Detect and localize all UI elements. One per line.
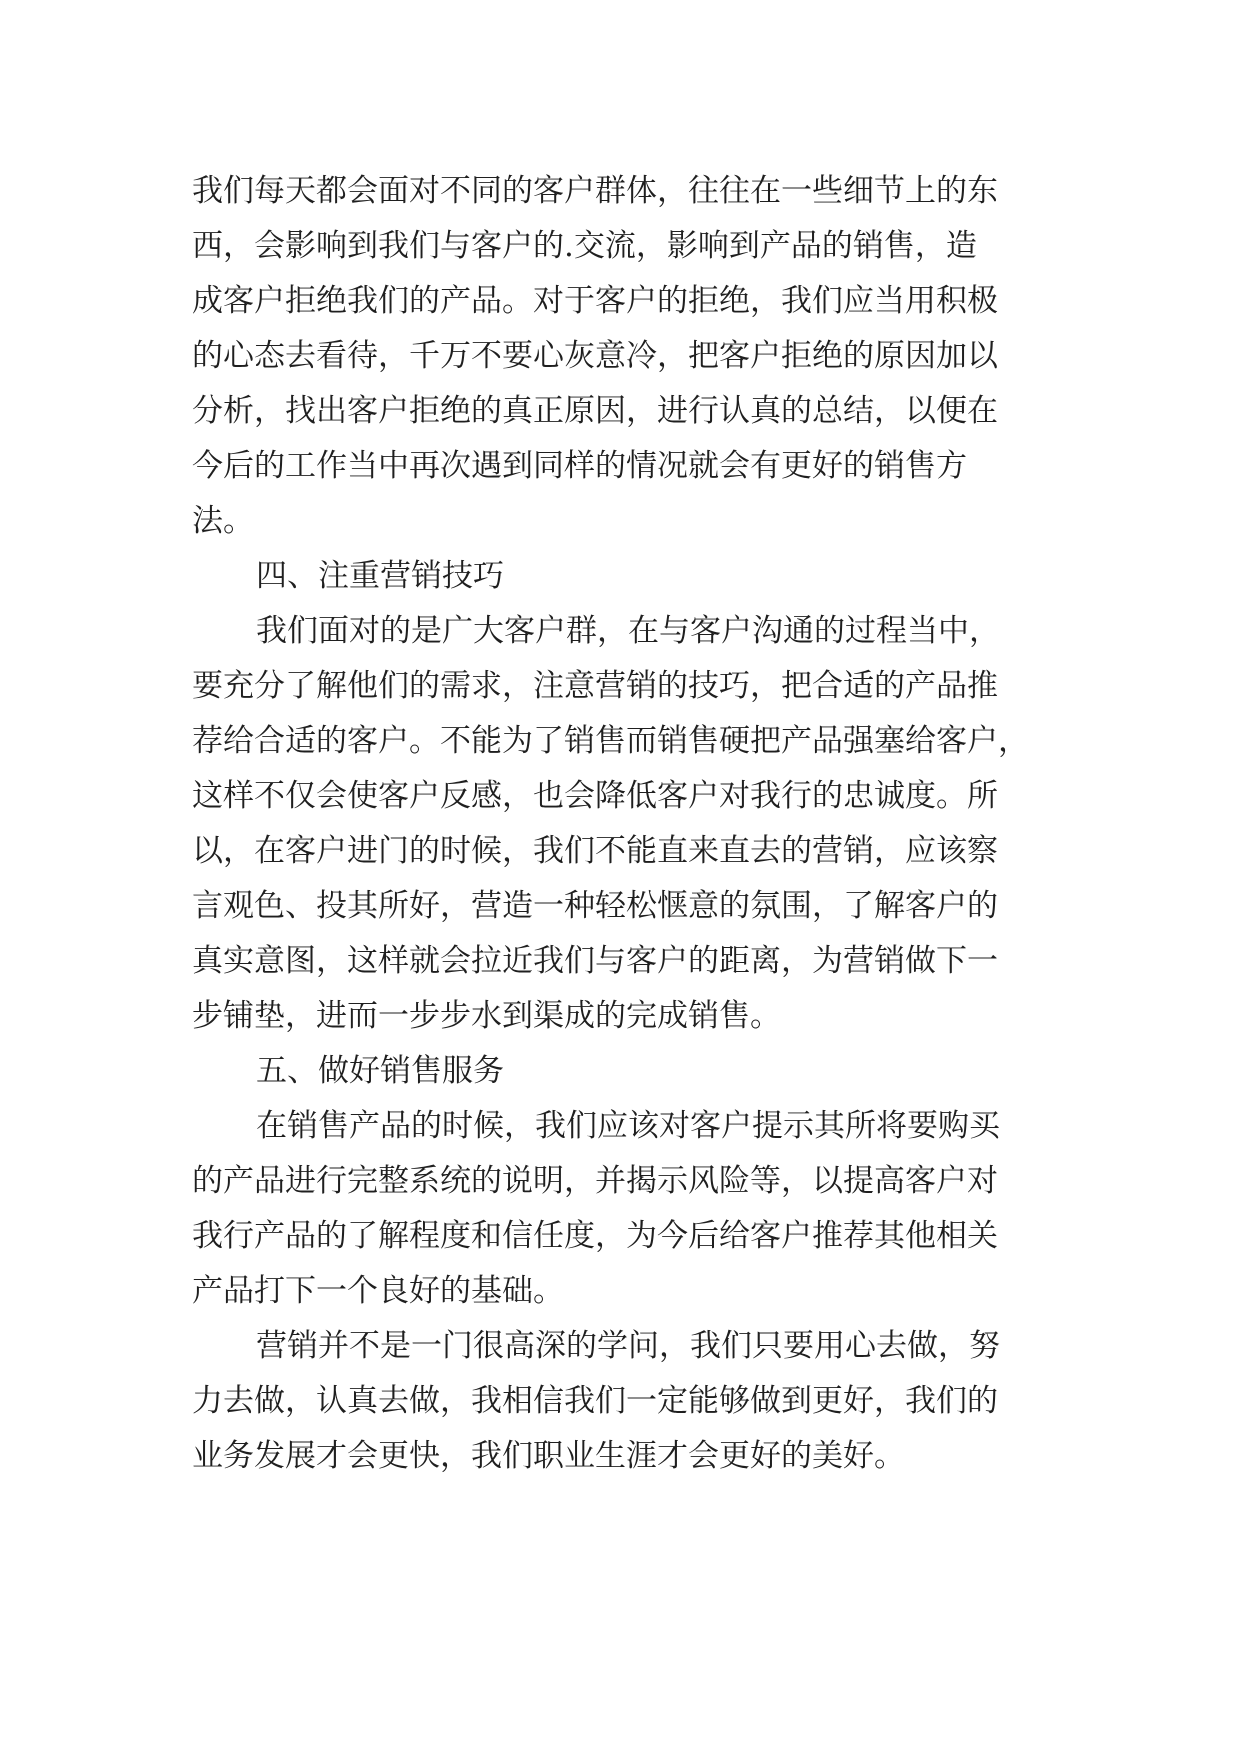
text-line: 步铺垫，进而一步步水到渠成的完成销售。 [192, 998, 781, 1034]
text-line: 产品打下一个良好的基础。 [192, 1273, 564, 1309]
text-line: 以，在客户进门的时候，我们不能直来直去的营销，应该察 [192, 833, 998, 869]
text-line: 的产品进行完整系统的说明，并揭示风险等，以提高客户对 [192, 1163, 998, 1199]
text-line: 西，会影响到我们与客户的.交流，影响到产品的销售，造 [192, 228, 977, 264]
text-line: 今后的工作当中再次遇到同样的情况就会有更好的销售方 [192, 448, 967, 484]
text-line: 在销售产品的时候，我们应该对客户提示其所将要购买 [256, 1108, 1000, 1144]
text-line: 荐给合适的客户。不能为了销售而销售硬把产品强塞给客户， [192, 723, 1029, 759]
text-line: 的心态去看待，千万不要心灰意冷，把客户拒绝的原因加以 [192, 338, 998, 374]
text-line: 力去做，认真去做，我相信我们一定能够做到更好，我们的 [192, 1383, 998, 1419]
text-line: 言观色、投其所好，营造一种轻松惬意的氛围，了解客户的 [192, 888, 998, 924]
text-line: 法。 [192, 503, 254, 539]
text-line: 分析，找出客户拒绝的真正原因，进行认真的总结，以便在 [192, 393, 998, 429]
text-line: 我们面对的是广大客户群，在与客户沟通的过程当中， [256, 613, 1000, 649]
text-line: 我们每天都会面对不同的客户群体，往往在一些细节上的东 [192, 173, 998, 209]
section-heading: 五、做好销售服务 [256, 1053, 504, 1089]
text-line: 要充分了解他们的需求，注意营销的技巧，把合适的产品推 [192, 668, 998, 704]
text-line: 业务发展才会更快，我们职业生涯才会更好的美好。 [192, 1438, 905, 1474]
text-line: 营销并不是一门很高深的学问，我们只要用心去做，努 [256, 1328, 1000, 1364]
section-heading: 四、注重营销技巧 [256, 558, 504, 594]
text-line: 我行产品的了解程度和信任度，为今后给客户推荐其他相关 [192, 1218, 998, 1254]
text-line: 这样不仅会使客户反感，也会降低客户对我行的忠诚度。所 [192, 778, 998, 814]
text-line: 成客户拒绝我们的产品。对于客户的拒绝，我们应当用积极 [192, 283, 998, 319]
text-line: 真实意图，这样就会拉近我们与客户的距离，为营销做下一 [192, 943, 998, 979]
